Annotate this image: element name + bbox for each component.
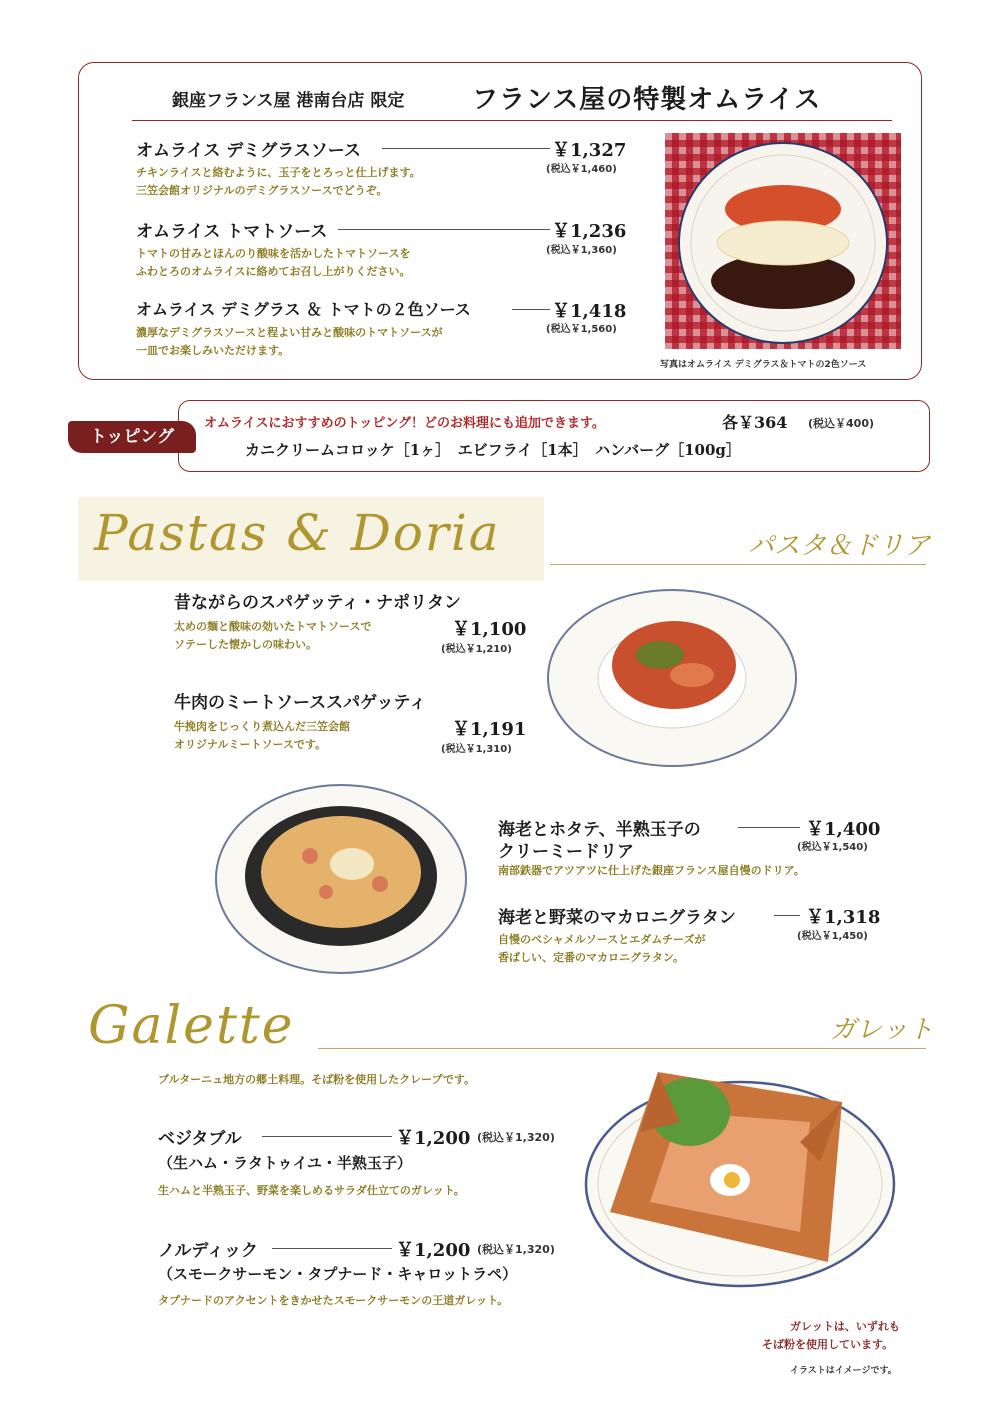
galette-item-sub: （スモークサーモン・タプナード・キャロットラペ） (158, 1265, 518, 1283)
omurice-item-name: オムライス トマトソース (136, 222, 328, 242)
galette-script-title: Galette (88, 996, 295, 1056)
pasta-item-price: ￥1,191 (452, 719, 527, 740)
pasta-item-price: ￥1,100 (452, 619, 527, 640)
galette-item-desc: 生ハムと半熟玉子、野菜を楽しめるサラダ仕立てのガレット。 (158, 1184, 465, 1197)
pasta-item-desc: ソテーした懐かしの味わい。 (174, 638, 317, 651)
galette-item-name: ノルディック (158, 1241, 258, 1261)
omurice-item-price: ￥1,327 (552, 140, 627, 161)
pasta-item-desc: 牛挽肉をじっくり煮込んだ三笠会館 (174, 720, 350, 733)
galette-item-price: ￥1,200 (396, 1240, 471, 1261)
omurice-item-name: オムライス デミグラスソース (136, 141, 361, 161)
galette-section-line (318, 1048, 926, 1049)
omurice-title: フランス屋の特製オムライス (472, 85, 822, 115)
omurice-store-label: 銀座フランス屋 港南台店 限定 (172, 91, 405, 111)
leader-line (512, 309, 550, 310)
omurice-item-tax: (税込￥1,460) (546, 164, 617, 175)
illustration-footnote: イラストはイメージです。 (790, 1366, 897, 1376)
leader-line (738, 827, 800, 828)
leader-line (774, 915, 800, 916)
omurice-item-name: オムライス デミグラス ＆ トマトの２色ソース (136, 300, 471, 319)
pasta-jp-title: パスタ＆ドリア (748, 531, 931, 561)
pasta-item-desc: 南部鉄器でアツアツに仕上げた銀座フランス屋自慢のドリア。 (498, 864, 805, 877)
galette-item-desc: タプナードのアクセントをきかせたスモークサーモンの王道ガレット。 (158, 1294, 509, 1307)
galette-illustration (580, 1062, 900, 1292)
omurice-item-desc: 三笠会館オリジナルのデミグラスソースでどうぞ。 (136, 184, 388, 197)
pasta-item-name: 海老とホタテ、半熟玉子の (498, 820, 701, 840)
omurice-item-price: ￥1,236 (552, 221, 627, 242)
galette-item-sub: （生ハム・ラタトゥイユ・半熟玉子） (158, 1154, 412, 1172)
leader-line (262, 1136, 392, 1137)
omurice-item-desc: 一皿でお楽しみいただけます。 (136, 344, 290, 357)
pasta-section-line (550, 564, 926, 565)
pasta-item-name: 牛肉のミートソーススパゲッティ (174, 693, 427, 713)
topping-lead: オムライスにおすすめのトッピング！どのお料理にも追加できます。 (204, 416, 605, 431)
galette-intro: ブルターニュ地方の郷土料理。そば粉を使用したクレープです。 (158, 1073, 476, 1086)
topping-badge: トッピング (68, 421, 196, 453)
omurice-item-price: ￥1,418 (552, 301, 627, 322)
galette-item-name: ベジタブル (158, 1129, 242, 1149)
pasta-item-name-line2: クリーミードリア (498, 842, 634, 862)
pasta-item-desc: 太めの麺と酸味の効いたトマトソースで (174, 620, 372, 633)
galette-item-price: ￥1,200 (396, 1128, 471, 1149)
galette-item-tax: (税込￥1,320) (477, 1131, 555, 1144)
pasta-item-name: 昔ながらのスパゲッティ・ナポリタン (174, 593, 461, 613)
omurice-photo (665, 133, 901, 349)
pasta-item-name: 海老と野菜のマカロニグラタン (498, 908, 736, 928)
napolitan-illustration (544, 585, 800, 771)
pasta-item-desc: オリジナルミートソースです。 (174, 738, 327, 751)
doria-illustration (212, 780, 470, 978)
omurice-item-tax: (税込￥1,560) (546, 324, 617, 335)
leader-line (272, 1248, 392, 1249)
pasta-item-tax: (税込￥1,210) (441, 644, 512, 655)
topping-price: 各￥364 (722, 413, 788, 432)
topping-frame (178, 400, 930, 472)
omurice-item-desc: ふわとろのオムライスに絡めてお召し上がりください。 (136, 265, 411, 278)
pasta-script-title: Pastas & Doria (94, 504, 501, 562)
pasta-item-price: ￥1,318 (806, 907, 881, 928)
galette-note: そば粉を使用しています。 (762, 1338, 894, 1351)
pasta-item-tax: (税込￥1,310) (441, 744, 512, 755)
leader-line (338, 229, 550, 230)
omurice-item-tax: (税込￥1,360) (546, 245, 617, 256)
omurice-photo-caption: 写真はオムライス デミグラス＆トマトの2色ソース (660, 360, 867, 370)
galette-note: ガレットは、いずれも (790, 1320, 900, 1333)
pasta-item-tax: (税込￥1,540) (797, 842, 868, 853)
pasta-item-desc: 自慢のベシャメルソースとエダムチーズが (498, 933, 706, 946)
pasta-item-price: ￥1,400 (806, 819, 881, 840)
pasta-item-desc: 香ばしい、定番のマカロニグラタン。 (498, 951, 685, 964)
galette-item-tax: (税込￥1,320) (477, 1243, 555, 1256)
omurice-item-desc: 濃厚なデミグラスソースと程よい甘みと酸味のトマトソースが (136, 326, 443, 339)
topping-tax: (税込￥400) (808, 417, 875, 430)
pasta-item-tax: (税込￥1,450) (797, 931, 868, 942)
leader-line (382, 148, 550, 149)
topping-items: カニクリームコロッケ［1ヶ］ エビフライ［1本］ ハンバーグ［100g］ (245, 441, 741, 459)
omurice-item-desc: チキンライスと絡むように、玉子をとろっと仕上げます。 (136, 166, 421, 179)
galette-jp-title: ガレット (830, 1015, 934, 1045)
omurice-item-desc: トマトの甘みとほんのり酸味を活かしたトマトソースを (136, 247, 411, 260)
omurice-header-divider (132, 120, 892, 121)
